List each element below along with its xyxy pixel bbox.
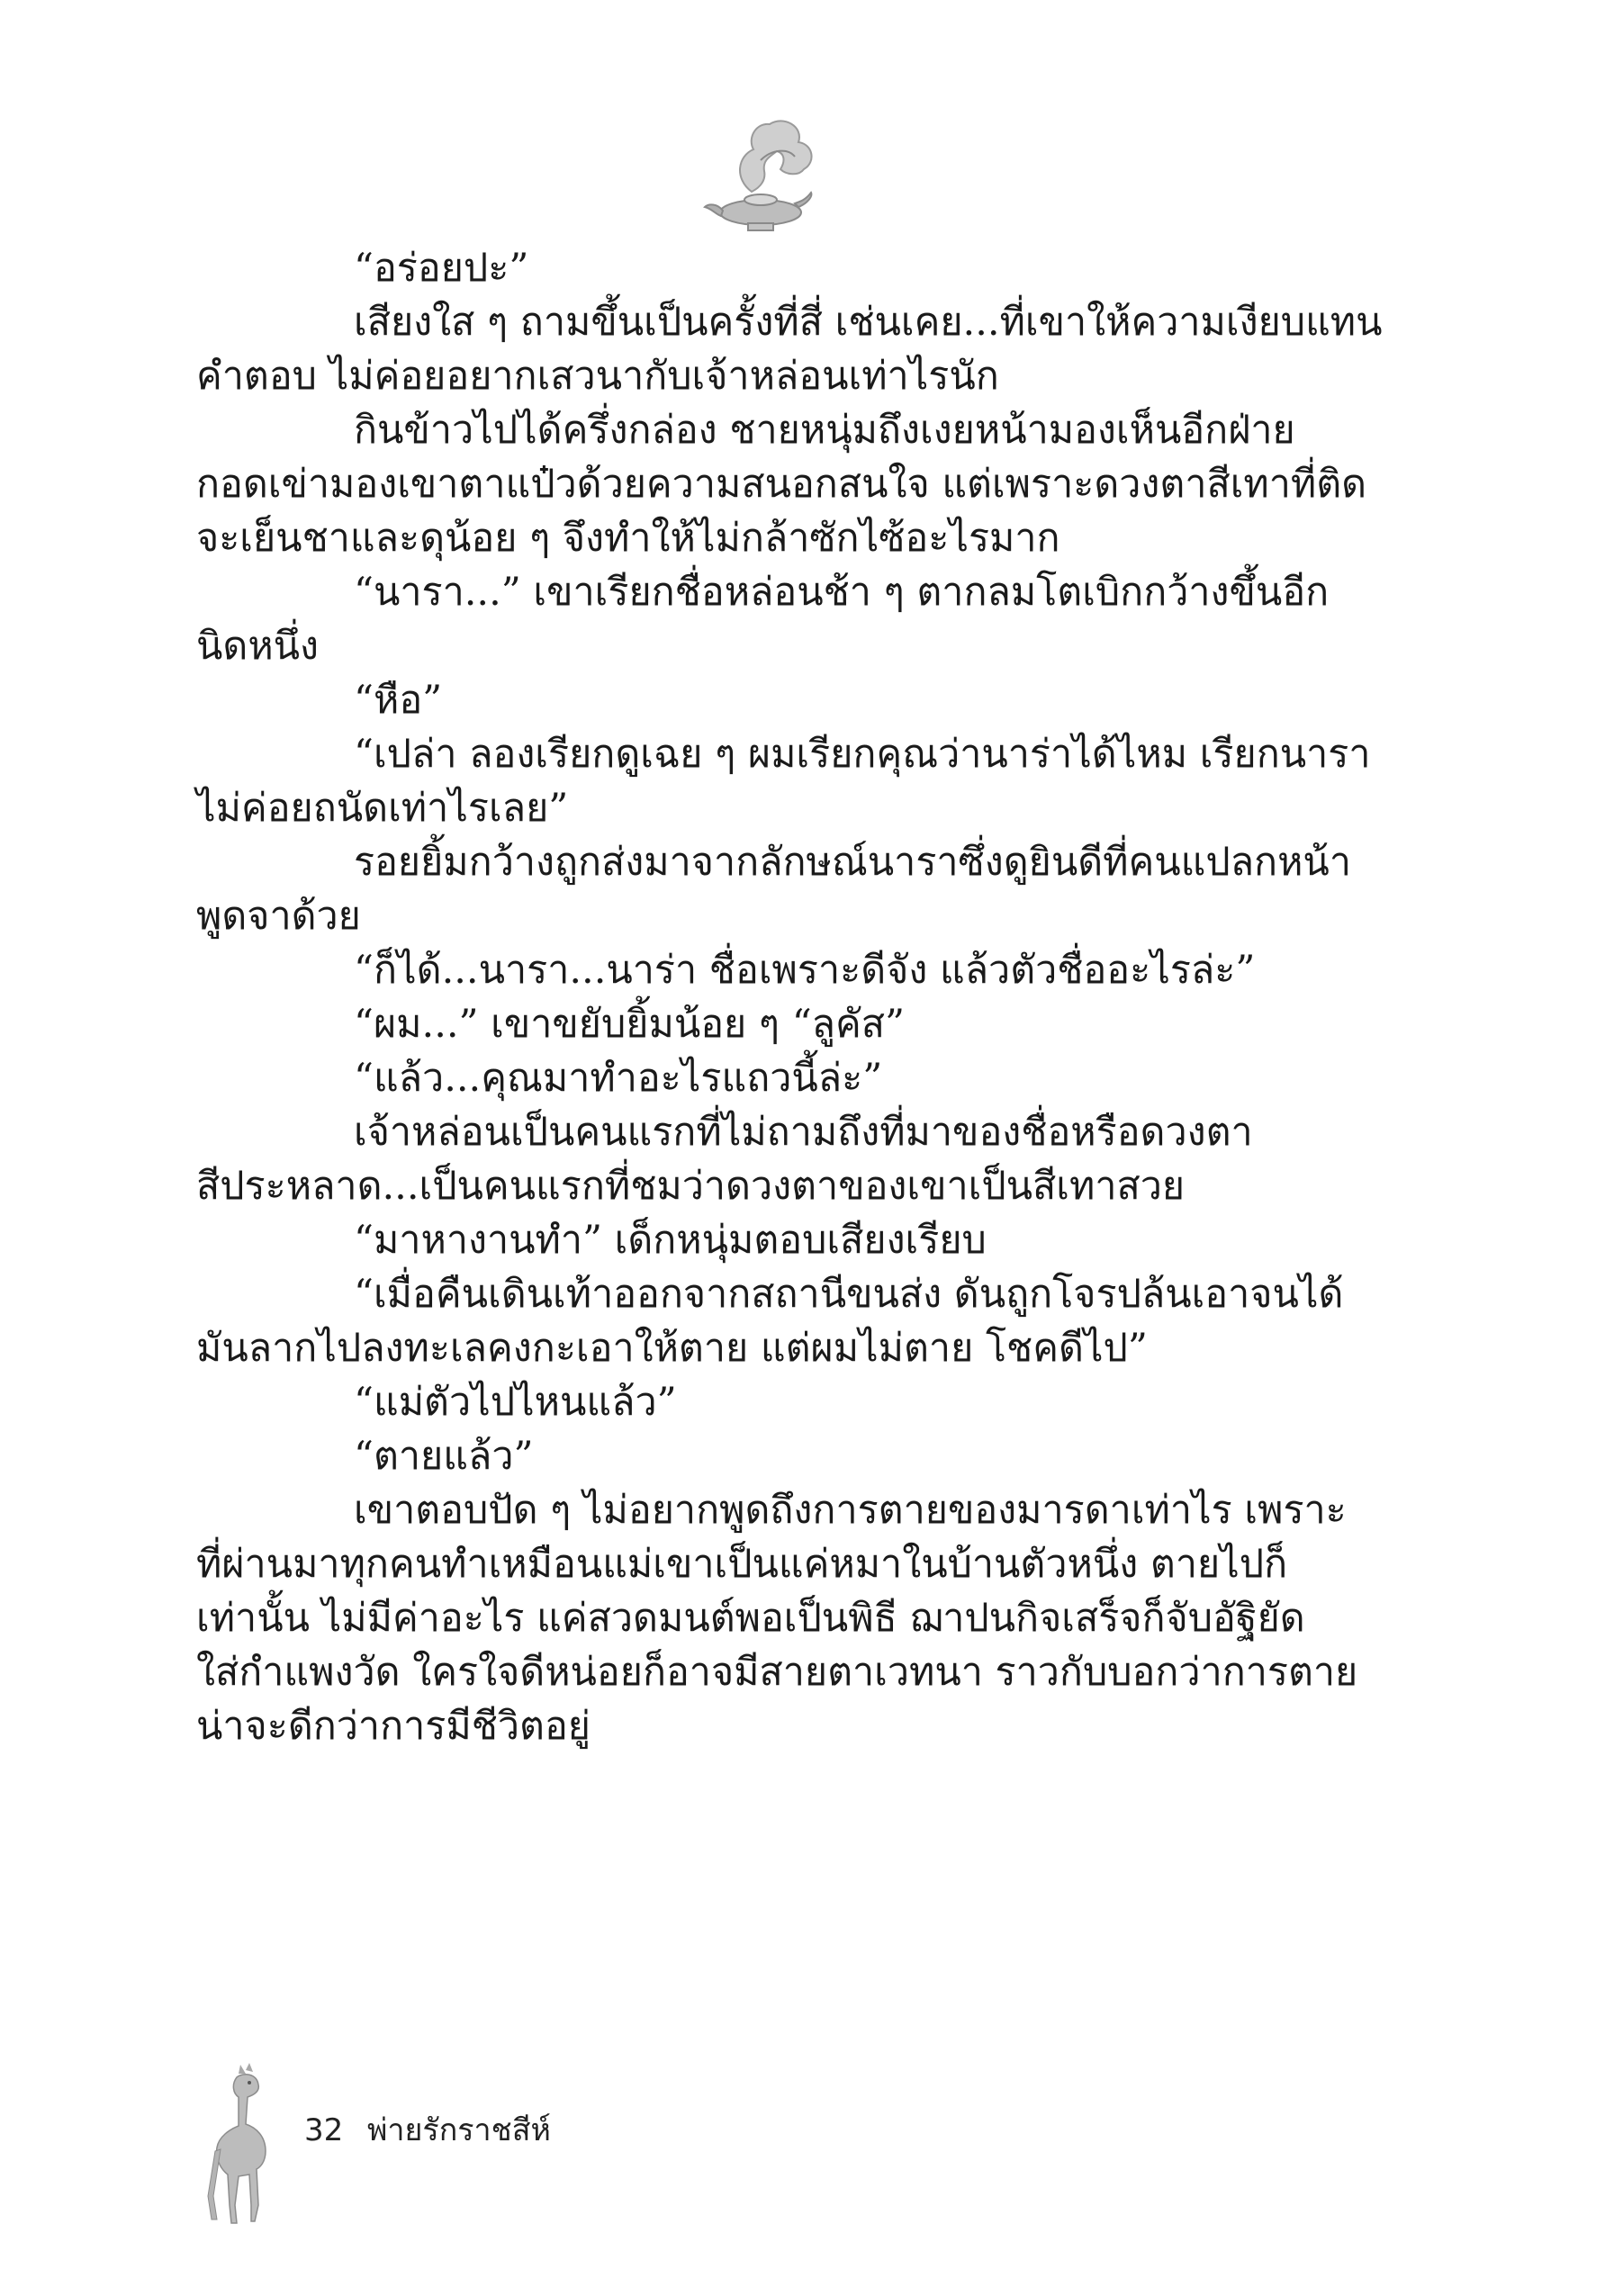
text-line: “แม่ตัวไปไหนแล้ว” [354, 1380, 677, 1425]
text-line: กินข้าวไปได้ครึ่งกล่อง ชายหนุ่มถึงเงยหน้ามองเห็นอีกฝ่าย [354, 408, 1295, 453]
text-line: มันลากไปลงทะเลคงกะเอาให้ตาย แต่ผมไม่ตาย โชคดีไป” [196, 1326, 1148, 1371]
text-line: ไม่ค่อยถนัดเท่าไรเลย” [196, 786, 569, 831]
text-line: เจ้าหล่อนเป็นคนแรกที่ไม่ถามถึงที่มาของชื่อหรือดวงตา [354, 1110, 1253, 1155]
text-line: กอดเข่ามองเขาตาแป๋วด้วยความสนอกสนใจ แต่เพราะดวงตาสีเทาที่ติด [196, 462, 1367, 507]
text-line: เขาตอบปัด ๆ ไม่อยากพูดถึงการตายของมารดาเท่าไร เพราะ [354, 1488, 1347, 1533]
text-line: “มาหางานทำ” เด็กหนุ่มตอบเสียงเรียบ [354, 1218, 987, 1263]
text-line: “เมื่อคืนเดินเท้าออกจากสถานีขนส่ง ดันถูกโจรปล้นเอาจนได้ [354, 1272, 1344, 1317]
text-line: “นารา...” เขาเรียกชื่อหล่อนช้า ๆ ตากลมโตเบิกกว้างขึ้นอีก [354, 570, 1330, 615]
text-line: คำตอบ ไม่ค่อยอยากเสวนากับเจ้าหล่อนเท่าไรนัก [196, 354, 999, 399]
text-line: “เปล่า ลองเรียกดูเฉย ๆ ผมเรียกคุณว่านาร่าได้ไหม เรียกนารา [354, 732, 1371, 777]
text-line: “แล้ว...คุณมาทำอะไรแถวนี้ล่ะ” [354, 1056, 883, 1101]
page-number: 32 [304, 2112, 344, 2148]
text-line: นิดหนึ่ง [196, 624, 320, 669]
text-line: “ผม...” เขาขยับยิ้มน้อย ๆ “ลูคัส” [354, 1002, 906, 1047]
text-line: “หือ” [354, 678, 443, 723]
text-line: น่าจะดีกว่าการมีชีวิตอยู่ [196, 1704, 591, 1749]
deer-icon [194, 2061, 279, 2228]
book-title: พ่ายรักราชสีห์ [367, 2112, 551, 2148]
text-line: เท่านั้น ไม่มีค่าอะไร แค่สวดมนต์พอเป็นพิธี ฌาปนกิจเสร็จก็จับอัฐิยัด [196, 1596, 1305, 1641]
text-line: เสียงใส ๆ ถามขึ้นเป็นครั้งที่สี่ เช่นเคย...ที่เขาให้ความเงียบแทน [354, 300, 1383, 345]
text-line: จะเย็นชาและดุน้อย ๆ จึงทำให้ไม่กล้าซักไซ้อะไรมาก [196, 516, 1060, 561]
text-line: พูดจาด้วย [196, 894, 361, 939]
text-line: สีประหลาด...เป็นคนแรกที่ชมว่าดวงตาของเขาเป็นสีเทาสวย [196, 1164, 1186, 1209]
text-line: ใส่กำแพงวัด ใครใจดีหน่อยก็อาจมีสายตาเวทนา ราวกับบอกว่าการตาย [196, 1650, 1358, 1695]
text-line: “ตายแล้ว” [354, 1434, 534, 1479]
text-line: “ก็ได้...นารา...นาร่า ชื่อเพราะดีจัง แล้วตัวชื่ออะไรล่ะ” [354, 948, 1256, 993]
text-line: รอยยิ้มกว้างถูกส่งมาจากลักษณ์นาราซึ่งดูยินดีที่คนแปลกหน้า [354, 840, 1351, 885]
text-line: ที่ผ่านมาทุกคนทำเหมือนแม่เขาเป็นแค่หมาในบ้านตัวหนึ่ง ตายไปก็ [196, 1542, 1288, 1587]
text-line: “อร่อยปะ” [354, 246, 529, 291]
page-footer [0, 2061, 1605, 2241]
genie-lamp-icon [698, 106, 824, 241]
